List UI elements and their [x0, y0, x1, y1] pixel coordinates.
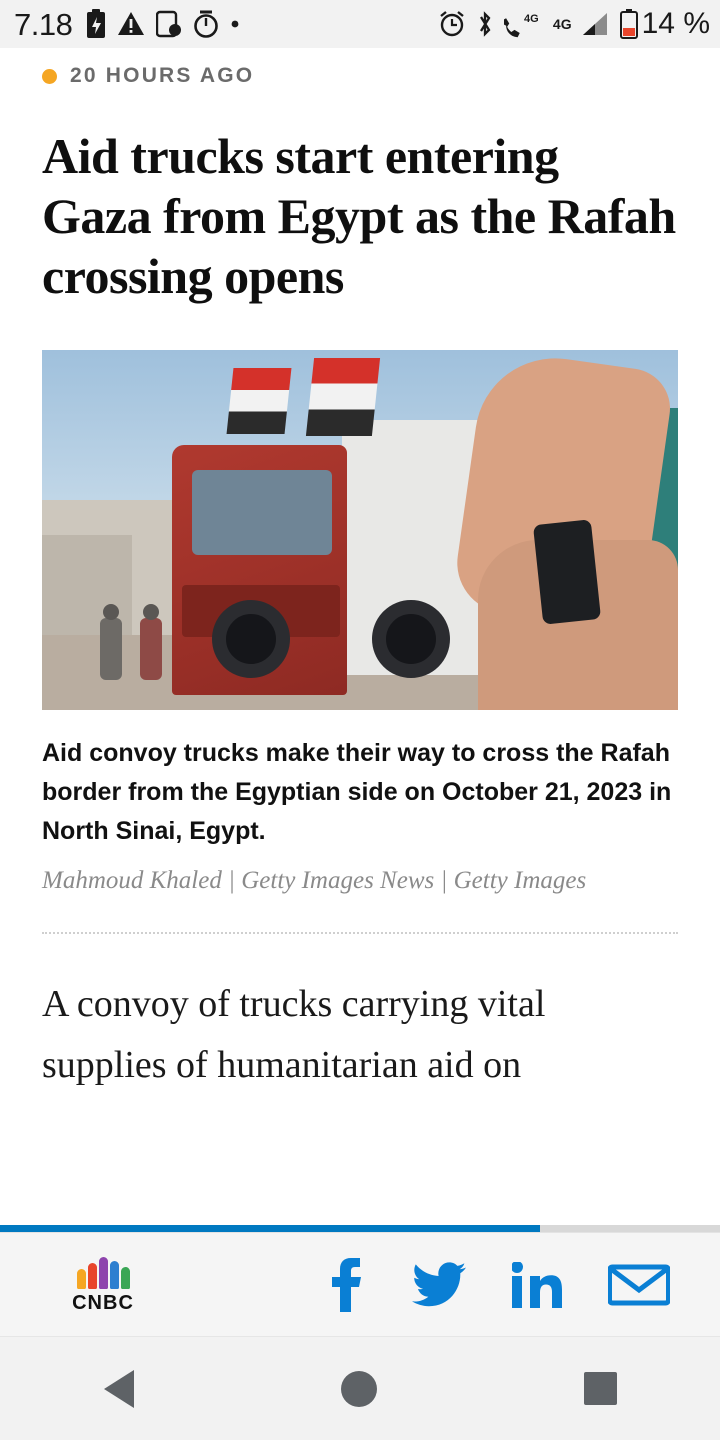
screen-record-icon [156, 10, 182, 38]
alarm-icon [438, 10, 466, 38]
network-label: 4G [552, 16, 572, 32]
twitter-share-button[interactable] [412, 1262, 466, 1308]
hero-image[interactable] [42, 350, 678, 710]
status-clock: 7.18 [14, 6, 73, 42]
warning-icon [117, 11, 145, 37]
hero-phone [533, 519, 601, 625]
peacock-icon [77, 1255, 130, 1289]
timer-icon [193, 10, 219, 38]
status-right-icons [438, 9, 638, 39]
android-nav-bar [0, 1336, 720, 1440]
timestamp-row [42, 64, 678, 88]
hero-person-b [140, 618, 162, 680]
dot-icon [230, 19, 240, 29]
reading-progress-fill [0, 1225, 540, 1232]
hero-cab-window [192, 470, 332, 555]
nav-recents-button[interactable] [584, 1372, 617, 1405]
status-left-icons [86, 9, 240, 39]
battery-saver-icon [86, 9, 106, 39]
bluetooth-icon [475, 10, 495, 38]
cnbc-wordmark: CNBC [72, 1291, 134, 1314]
battery-icon [620, 9, 638, 39]
article-body: A convoy of trucks carrying vital supplies of humanitarian aid on [42, 983, 546, 1086]
live-dot-icon [42, 69, 57, 84]
social-buttons [328, 1257, 692, 1313]
hero-flag-right [306, 358, 380, 436]
hero-flag-left [227, 368, 292, 434]
call-4g-icon [504, 10, 544, 38]
image-credit: Mahmoud Khaled | Getty Images News | Getty Images [42, 867, 587, 895]
battery-percent: 14 % [641, 7, 710, 40]
nav-home-button[interactable] [341, 1371, 377, 1407]
nav-back-button[interactable] [104, 1370, 134, 1408]
signal-icon [581, 10, 611, 38]
reading-progress-track [0, 1225, 720, 1232]
article-headline: Aid trucks start entering Gaza from Egypt as the Rafah crossing opens [42, 128, 676, 304]
section-divider [42, 932, 678, 934]
article-timestamp: 20 HOURS AGO [70, 64, 255, 87]
svg-text:4G: 4G [523, 13, 539, 25]
linkedin-share-button[interactable] [512, 1262, 562, 1308]
status-bar [0, 0, 720, 48]
share-bar [0, 1232, 720, 1336]
hero-wheel-mid [372, 600, 450, 678]
cnbc-logo[interactable] [28, 1255, 178, 1315]
email-share-button[interactable] [608, 1263, 670, 1307]
hero-person-a [100, 618, 122, 680]
hero-wheel-front [212, 600, 290, 678]
facebook-share-button[interactable] [328, 1257, 366, 1313]
image-caption: Aid convoy trucks make their way to cross the Rafah border from the Egyptian side on October 21, 2023 in North Sinai, Egypt. [42, 739, 672, 845]
article-content[interactable] [0, 48, 720, 1232]
